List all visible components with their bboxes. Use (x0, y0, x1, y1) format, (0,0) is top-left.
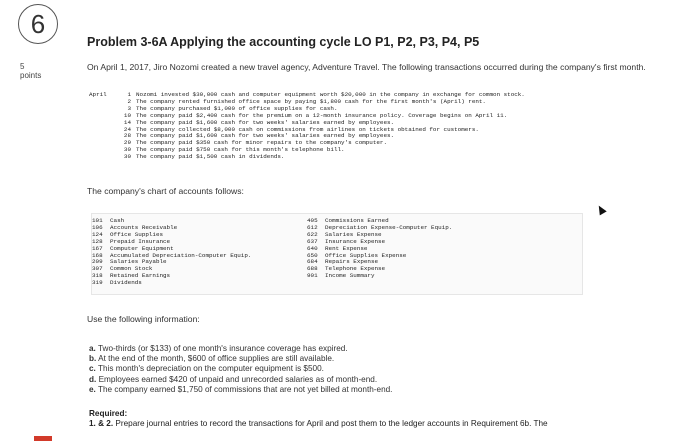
transaction-day: 30 (123, 146, 131, 154)
problem-title: Problem 3-6A Applying the accounting cycle LO P1, P2, P3, P4, P5 (87, 35, 480, 49)
account-name: Income Summary (325, 272, 375, 280)
account-number: 128 (92, 237, 103, 245)
account-name: Salaries Expense (325, 230, 382, 238)
account-name: Accumulated Depreciation-Computer Equip. (110, 251, 252, 259)
info-item (89, 344, 392, 354)
transaction-day: 3 (127, 104, 131, 112)
account-name: Office Supplies (110, 230, 164, 238)
transaction-month (89, 140, 117, 147)
account-name: Depreciation Expense-Computer Equip. (325, 223, 453, 231)
accounts-left-column (92, 218, 251, 287)
account-number: 319 (92, 279, 103, 287)
transaction-text: The company paid $1,600 cash for two weeks' salaries earned by employees. (136, 132, 395, 140)
transaction-text: The company paid $750 cash for this month's telephone bill. (136, 146, 345, 154)
account-name: Telephone Expense (325, 265, 386, 273)
account-number: 168 (92, 251, 103, 259)
account-name: Accounts Receivable (110, 223, 178, 231)
info-item (89, 375, 392, 385)
account-name: Retained Earnings (110, 272, 171, 280)
chart-of-accounts-label: The company's chart of accounts follows: (87, 186, 244, 196)
transaction-row (89, 154, 525, 161)
account-number: 640 (307, 244, 318, 252)
transaction-month (89, 127, 117, 134)
accounts-right-column (307, 218, 452, 280)
problem-intro: On April 1, 2017, Jiro Nozomi created a new travel agency, Adventure Travel. The following transactions occurred during the company's first month. (87, 62, 646, 72)
required-section (89, 409, 548, 430)
account-name: Cash (110, 217, 125, 224)
account-number: 650 (307, 251, 318, 259)
transaction-text: The company paid $350 cash for minor repairs to the company's computer. (136, 139, 387, 147)
transaction-month (89, 133, 117, 140)
required-item-prefix: 1. & 2. (89, 419, 114, 429)
info-item-text: At the end of the month, $600 of office supplies are still available. (98, 354, 335, 364)
transaction-day: 24 (123, 125, 131, 133)
info-item-text: This month's depreciation on the computer equipment is $500. (97, 364, 324, 374)
transaction-text: The company purchased $1,000 of office supplies for cash. (136, 104, 338, 112)
mouse-cursor-icon (595, 204, 606, 216)
transaction-text: The company collected $8,000 cash on commissions from airlines on tickets obtained for customers. (136, 125, 479, 133)
info-item-text: Two-thirds (or $133) of one month's insurance coverage has expired. (97, 344, 348, 353)
account-row (92, 280, 251, 287)
transaction-day: 14 (123, 118, 131, 126)
account-name: Office Supplies Expense (325, 251, 407, 259)
info-item-text: The company earned $1,750 of commissions that are not yet billed at month-end. (97, 384, 393, 394)
account-number: 209 (92, 258, 103, 266)
account-number: 167 (92, 244, 103, 252)
account-number: 901 (307, 272, 318, 280)
account-name: Dividends (110, 279, 142, 287)
account-name: Rent Expense (325, 244, 368, 252)
transaction-month (89, 120, 117, 127)
transaction-text: The company paid $1,600 cash for two weeks' salaries earned by employees. (136, 118, 395, 126)
account-number: 612 (307, 223, 318, 231)
points-value: 5 (20, 62, 25, 71)
transaction-day: 1 (127, 91, 131, 98)
account-number: 124 (92, 230, 103, 238)
transaction-day: 30 (123, 153, 131, 161)
question-number: 6 (18, 4, 58, 44)
points-indicator (20, 62, 41, 80)
info-item (89, 385, 392, 395)
transaction-day: 29 (123, 139, 131, 147)
account-name: Computer Equipment (110, 244, 174, 252)
account-number: 106 (92, 223, 103, 231)
account-row (307, 273, 452, 280)
account-number: 405 (307, 217, 318, 224)
account-name: Salaries Payable (110, 258, 167, 266)
transaction-month (89, 99, 117, 106)
transaction-text: The company paid $2,400 cash for the premium on a 12-month insurance policy. Coverage begins on April 11. (136, 111, 508, 119)
transaction-month (89, 147, 117, 154)
info-item-letter: b. (89, 354, 97, 364)
required-item-text: Prepare journal entries to record the transactions for April and post them to the ledger accounts in Requirement 6b. The (115, 419, 548, 429)
transaction-day: 10 (123, 111, 131, 119)
use-info-label: Use the following information: (87, 314, 200, 324)
account-number: 101 (92, 217, 103, 224)
info-item-letter: e. (89, 384, 96, 394)
transaction-text: The company paid $1,500 cash in dividends. (136, 153, 285, 161)
info-item (89, 354, 392, 364)
transaction-month (89, 154, 117, 161)
progress-marker (34, 436, 52, 441)
required-heading: Required: (89, 409, 128, 418)
account-number: 688 (307, 265, 318, 273)
info-list (89, 344, 392, 395)
account-number: 622 (307, 230, 318, 238)
account-name: Prepaid Insurance (110, 237, 171, 245)
transaction-text: Nozomi invested $30,000 cash and computer equipment worth $20,000 in the company in exchange for common stock. (136, 91, 525, 98)
account-name: Commissions Earned (325, 217, 389, 224)
transaction-month (89, 113, 117, 120)
account-number: 637 (307, 237, 318, 245)
transactions-list (89, 92, 525, 161)
transaction-text: The company rented furnished office space by paying $1,800 cash for the first month's (April) rent. (136, 97, 486, 105)
info-item-letter: c. (89, 364, 96, 374)
transaction-day: 2 (127, 97, 131, 105)
account-number: 684 (307, 258, 318, 266)
chart-of-accounts (91, 213, 583, 295)
account-name: Insurance Expense (325, 237, 386, 245)
info-item-letter: a. (89, 344, 96, 353)
info-item (89, 364, 392, 374)
transaction-month (89, 106, 117, 113)
points-label: points (20, 71, 42, 80)
account-number: 318 (92, 272, 103, 280)
transaction-day: 28 (123, 132, 131, 140)
account-name: Common Stock (110, 265, 153, 273)
account-number: 307 (92, 265, 103, 273)
account-name: Repairs Expense (325, 258, 379, 266)
transaction-month: April (89, 91, 107, 98)
info-item-letter: d. (89, 374, 97, 384)
info-item-text: Employees earned $420 of unpaid and unrecorded salaries as of month-end. (98, 374, 378, 384)
